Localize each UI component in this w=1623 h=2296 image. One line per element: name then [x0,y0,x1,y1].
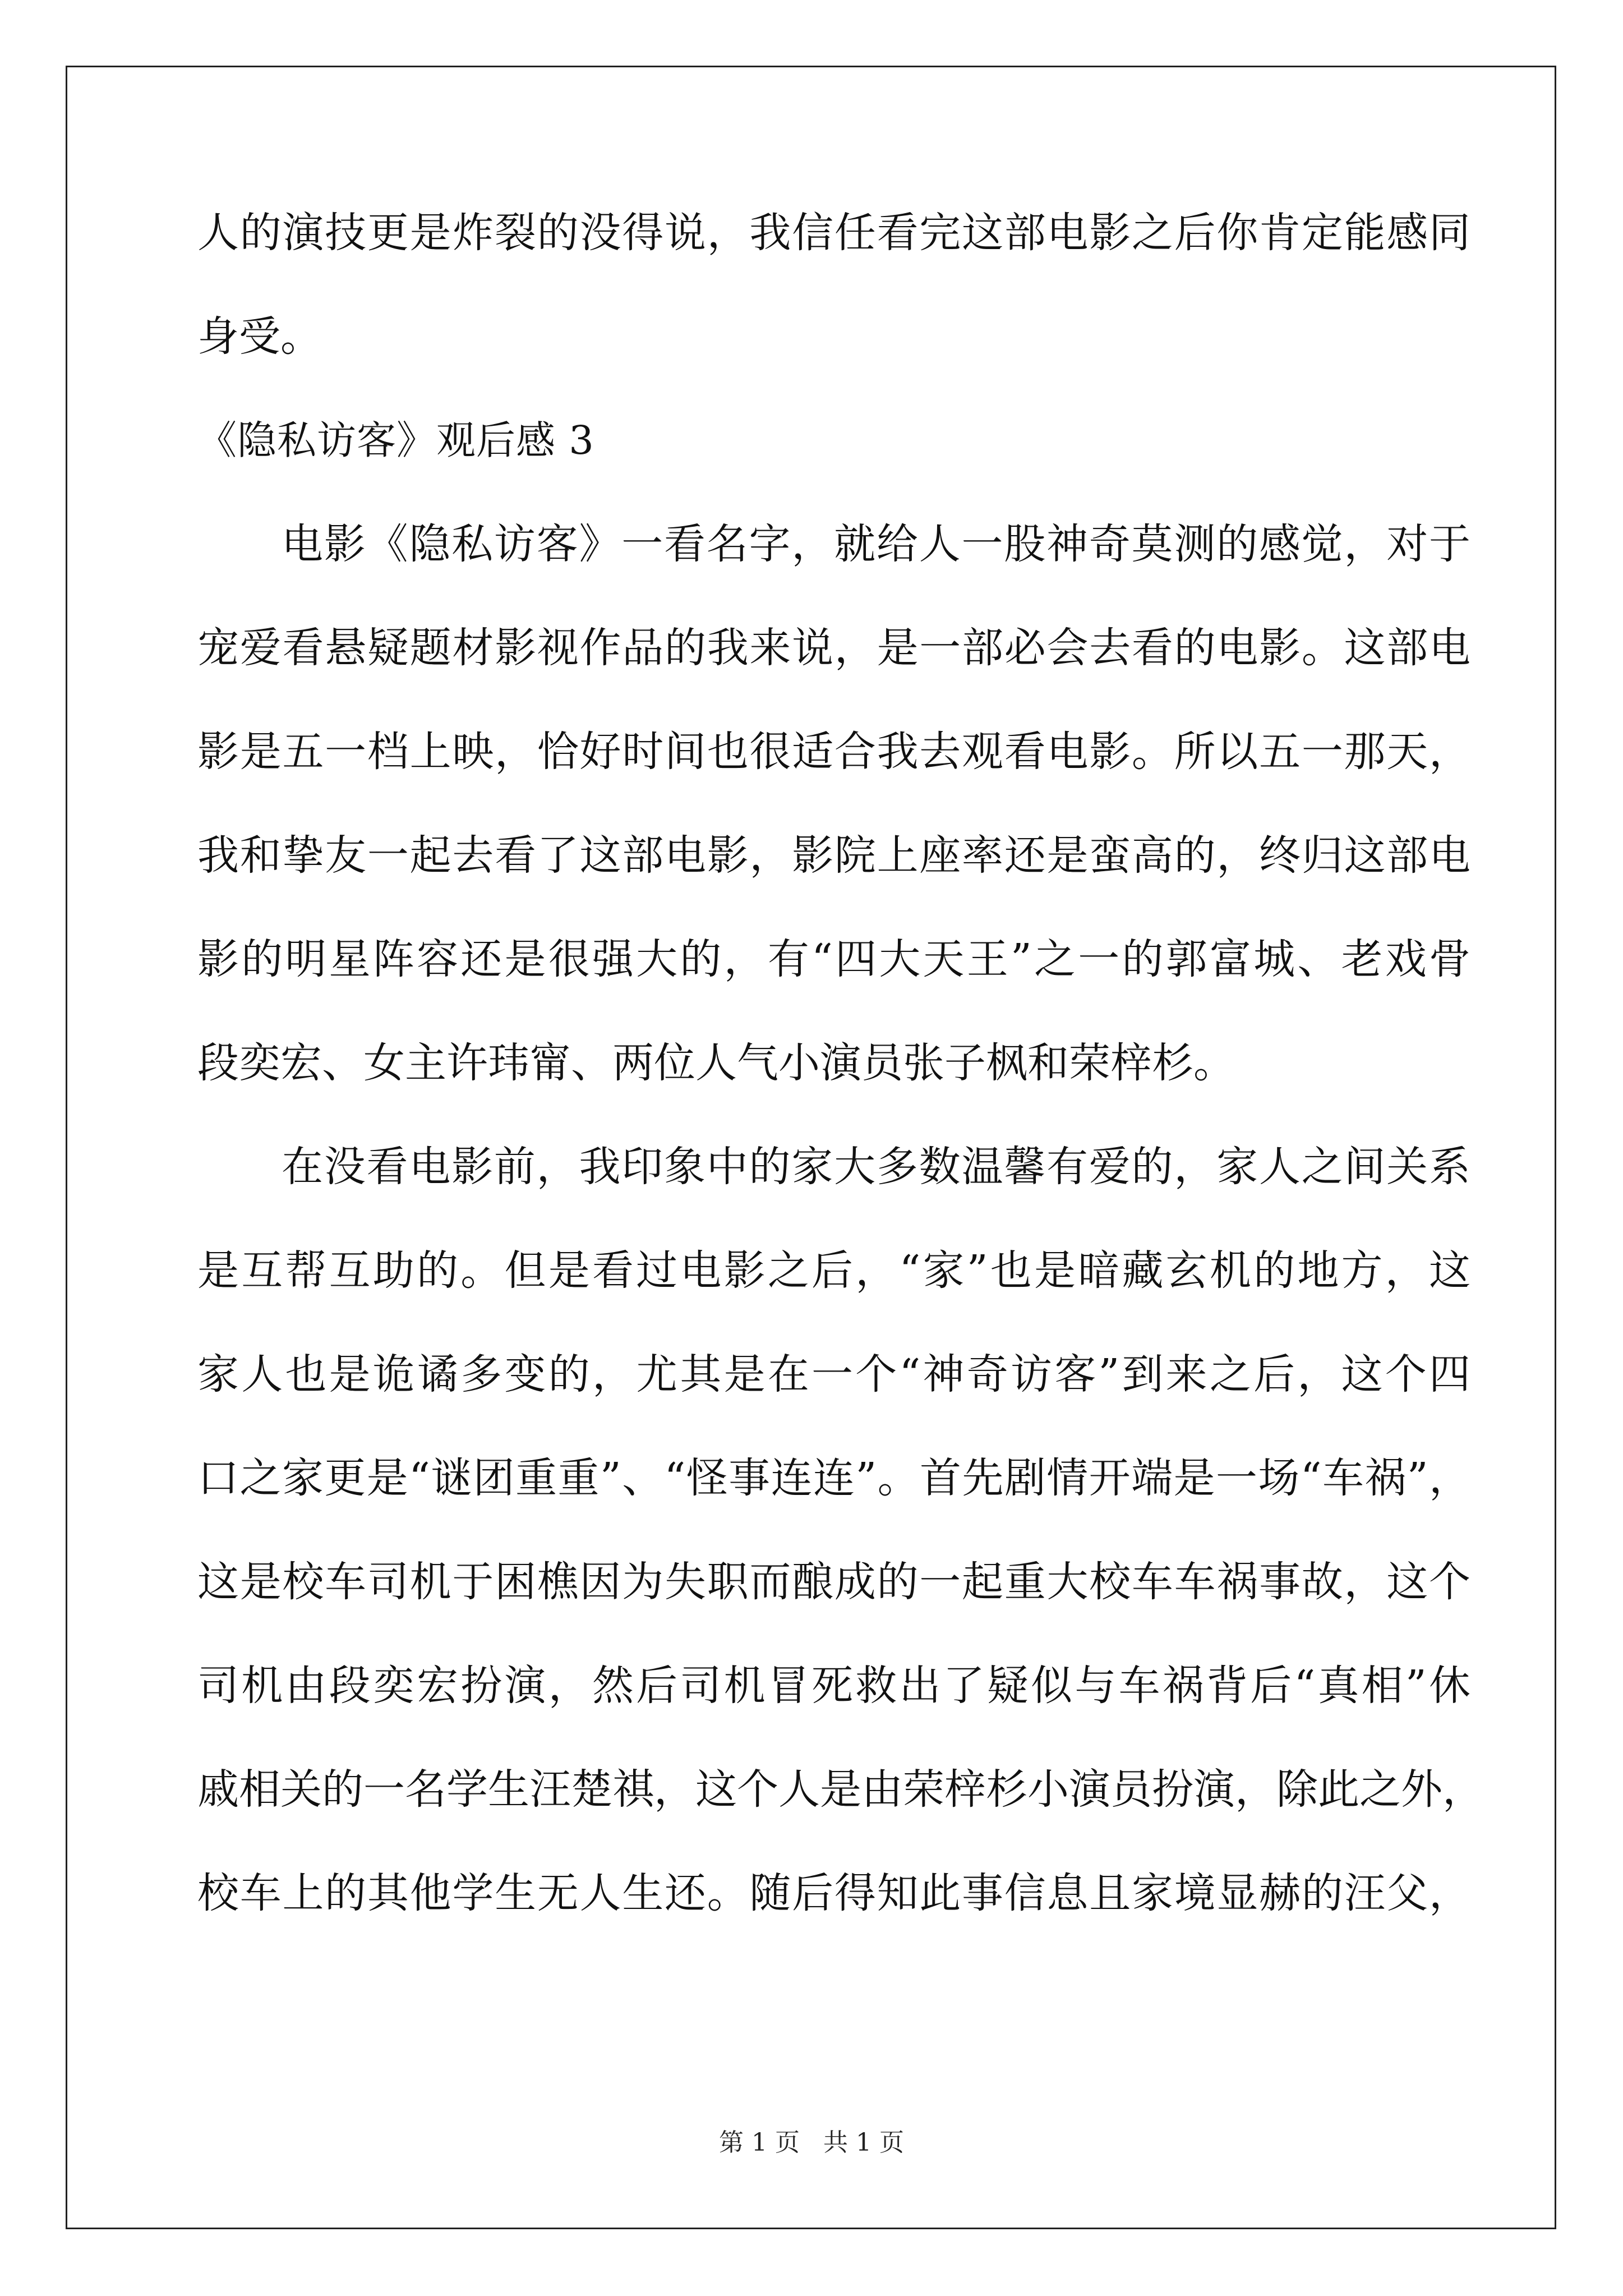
page-total: 共 1 页 [823,2128,904,2157]
text-line: 口之家更是“谜团重重”、“怪事连连”。首先剧情开端是一场“车祸”， [197,1454,1470,1502]
section-heading: 《隐私访客》观后感 3 [197,417,594,463]
text-line: 在没看电影前，我印象中的家大多数温馨有爱的，家人之间关系 [282,1143,1470,1191]
text-line: 电影《隐私访客》一看名字，就给人一股神奇莫测的感觉，对于 [282,520,1470,568]
text-line: 影是五一档上映，恰好时间也很适合我去观看电影。所以五一那天， [197,728,1470,776]
text-line: 家人也是诡谲多变的，尤其是在一个“神奇访客”到来之后，这个四 [197,1350,1470,1398]
page-number: 第 1 页 [719,2128,800,2157]
text-line: 宠爱看悬疑题材影视作品的我来说，是一部必会去看的电影。这部电 [197,624,1470,672]
text-line: 人的演技更是炸裂的没得说，我信任看完这部电影之后你肯定能感同 [197,209,1470,257]
text-line: 这是校车司机于困樵因为失职而酿成的一起重大校车车祸事故，这个 [197,1558,1470,1606]
text-line: 司机由段奕宏扮演，然后司机冒死救出了疑似与车祸背后“真相”休 [197,1662,1470,1710]
text-line: 影的明星阵容还是很强大的，有“四大天王”之一的郭富城、老戏骨 [197,935,1470,983]
text-line: 我和挚友一起去看了这部电影，影院上座率还是蛮高的，终归这部电 [197,831,1470,880]
text-line: 段奕宏、女主许玮甯、两位人气小演员张子枫和荣梓杉。 [197,1039,1235,1087]
page-footer [0,2126,1623,2160]
text-line: 身受。 [197,312,322,361]
text-line: 校车上的其他学生无人生还。随后得知此事信息且家境显赫的汪父， [197,1869,1470,1917]
text-line: 戚相关的一名学生汪楚祺，这个人是由荣梓杉小演员扮演，除此之外， [197,1765,1484,1814]
text-line: 是互帮互助的。但是看过电影之后，“家”也是暗藏玄机的地方，这 [197,1246,1470,1295]
